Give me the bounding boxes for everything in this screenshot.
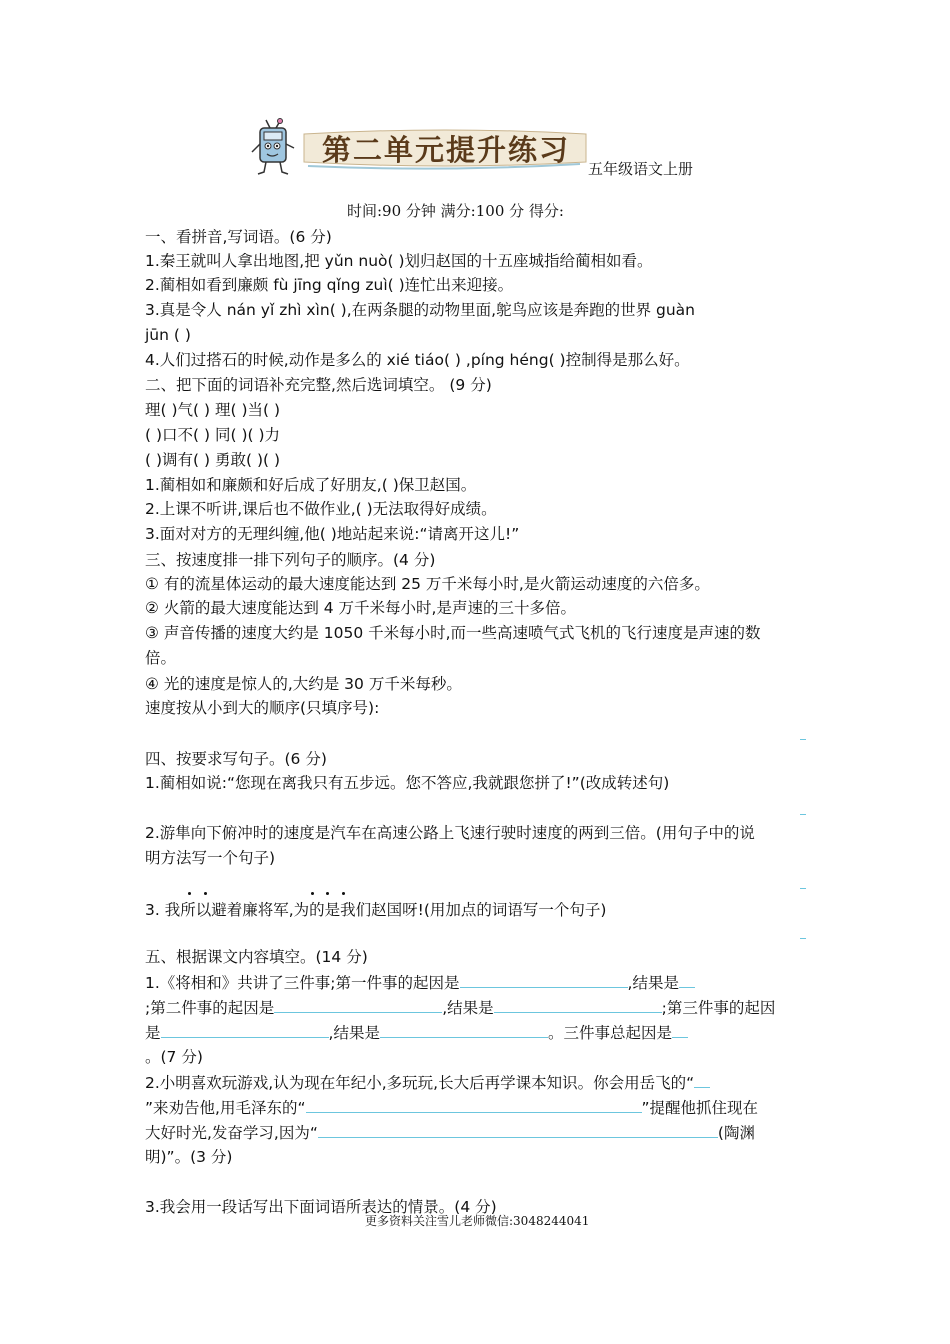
- s4-q2-line1: 2.游隼向下俯冲时的速度是汽车在高速公路上飞速行驶时速度的两到三倍。(用句子中的说: [145, 824, 755, 842]
- blank-cause-1[interactable]: [460, 971, 628, 988]
- blank-result-3[interactable]: [380, 1021, 548, 1038]
- s5-q1-text: 是: [145, 1024, 161, 1042]
- s2-word-row-3: ( )调有( ) 勇敢( )( ): [145, 451, 281, 469]
- emphasis-dot: [326, 892, 329, 895]
- blank-result-2[interactable]: [494, 996, 662, 1013]
- blank-mao-quote[interactable]: [306, 1096, 642, 1113]
- s2-word-row-2: ( )口不( ) 同( )( )力: [145, 426, 281, 444]
- s5-q1-line3: [145, 1021, 688, 1044]
- s2-q1: 1.蔺相如和廉颇和好后成了好朋友,( )保卫赵国。: [145, 476, 477, 494]
- s5-q1-line4: 。(7 分): [145, 1048, 203, 1066]
- blank-yuefei-quote[interactable]: [694, 1071, 710, 1088]
- emphasis-dot: [311, 892, 314, 895]
- s1-q3-line1: 3.真是令人 nán yǐ zhì xìn( ),在两条腿的动物里面,鸵鸟应该是奔跑的世界 guàn: [145, 301, 695, 319]
- emphasis-dot: [204, 892, 207, 895]
- s4-q3-answer-line[interactable]: [800, 938, 806, 939]
- s1-q2: 2.蔺相如看到廉颇 fù jīng qǐng zuì( )连忙出来迎接。: [145, 276, 514, 294]
- emphasis-dot: [342, 892, 345, 895]
- s1-q3-line2: jūn ( ): [145, 326, 191, 344]
- s3-answer-prompt: 速度按从小到大的顺序(只填序号):: [145, 699, 380, 717]
- section-5-heading: 五、根据课文内容填空。(14 分): [145, 948, 368, 966]
- s2-word-row-1: 理( )气( ) 理( )当( ): [145, 401, 281, 419]
- s5-q2-text: 大好时光,发奋学习,因为“: [145, 1124, 318, 1142]
- s4-q3: 3. 我所以避着廉将军,为的是我们赵国呀!(用加点的词语写一个句子): [145, 901, 607, 919]
- s5-q2-text: (陶渊: [717, 1124, 755, 1142]
- s5-q2-text: ”提醒他抓住现在: [641, 1099, 759, 1117]
- s4-q1-answer-line[interactable]: [800, 814, 806, 815]
- s5-q1-text: 。三件事总起因是: [547, 1024, 672, 1042]
- s5-q1-text: ;第二件事的起因是: [145, 999, 275, 1017]
- s5-q1-text: 1.《将相和》共讲了三件事;第一件事的起因是: [145, 974, 460, 992]
- s4-q1: 1.蔺相如说:“您现在离我只有五步远。您不答应,我就跟您拼了!”(改成转述句): [145, 774, 670, 792]
- s5-q2-line3: [145, 1121, 755, 1144]
- s5-q1-line1: [145, 971, 695, 994]
- book-mascot-icon: [246, 118, 302, 178]
- s3-item-3-line2: 倍。: [145, 649, 177, 667]
- blank-cause-3[interactable]: [161, 1021, 329, 1038]
- s5-q3: 3.我会用一段话写出下面词语所表达的情景。(4 分): [145, 1198, 497, 1216]
- section-4-heading: 四、按要求写句子。(6 分): [145, 750, 327, 768]
- s5-q1-text: ;第三件事的起因: [661, 999, 776, 1017]
- blank-overall-cause[interactable]: [672, 1021, 688, 1038]
- page-title: 第二单元提升练习: [322, 133, 571, 167]
- blank-cause-2[interactable]: [274, 996, 442, 1013]
- s3-item-1: ① 有的流星体运动的最大速度能达到 25 万千米每小时,是火箭运动速度的六倍多。: [145, 575, 710, 593]
- emphasis-dot: [188, 892, 191, 895]
- s3-answer-line[interactable]: [800, 739, 806, 740]
- s1-q4: 4.人们过搭石的时候,动作是多么的 xié tiáo( ) ,píng héng( )控制得是那么好。: [145, 351, 690, 369]
- s5-q2-line4: 明)”。(3 分): [145, 1148, 233, 1166]
- s4-q2-line2: 明方法写一个句子): [145, 849, 276, 867]
- s5-q2-line1: [145, 1071, 710, 1094]
- s2-q2: 2.上课不听讲,课后也不做作业,( )无法取得好成绩。: [145, 500, 497, 518]
- blank-result-1[interactable]: [679, 971, 695, 988]
- s5-q1-text: ,结果是: [328, 1024, 380, 1042]
- exam-meta: 时间:90 分钟 满分:100 分 得分:: [347, 202, 564, 220]
- s4-q2-answer-line[interactable]: [800, 888, 806, 889]
- s5-q1-text: ,结果是: [627, 974, 679, 992]
- s3-item-4: ④ 光的速度是惊人的,大约是 30 万千米每秒。: [145, 675, 462, 693]
- s5-q2-line2: [145, 1096, 758, 1119]
- footer-note: 更多资料关注雪儿老师微信:3048244041: [365, 1214, 590, 1228]
- section-1-heading: 一、看拼音,写词语。(6 分): [145, 228, 332, 246]
- s5-q1-line2: [145, 996, 775, 1019]
- s3-item-2: ② 火箭的最大速度能达到 4 万千米每小时,是声速的三十多倍。: [145, 599, 576, 617]
- grade-subtitle: 五年级语文上册: [588, 160, 694, 178]
- s3-item-3-line1: ③ 声音传播的速度大约是 1050 千米每小时,而一些高速喷气式飞机的飞行速度是声速的数: [145, 624, 761, 642]
- s2-q3: 3.面对对方的无理纠缠,他( )地站起来说:“请离开这儿!”: [145, 525, 520, 543]
- section-3-heading: 三、按速度排一排下列句子的顺序。(4 分): [145, 551, 436, 569]
- s5-q2-text: 2.小明喜欢玩游戏,认为现在年纪小,多玩玩,长大后再学课本知识。你会用岳飞的“: [145, 1074, 695, 1092]
- s5-q1-text: ,结果是: [442, 999, 494, 1017]
- section-2-heading: 二、把下面的词语补充完整,然后选词填空。 (9 分): [145, 376, 492, 394]
- s1-q1: 1.秦王就叫人拿出地图,把 yǔn nuò( )划归赵国的十五座城指给蔺相如看。: [145, 252, 653, 270]
- blank-taoyuanming-quote[interactable]: [318, 1121, 718, 1138]
- s5-q2-text: ”来劝告他,用毛泽东的“: [145, 1099, 306, 1117]
